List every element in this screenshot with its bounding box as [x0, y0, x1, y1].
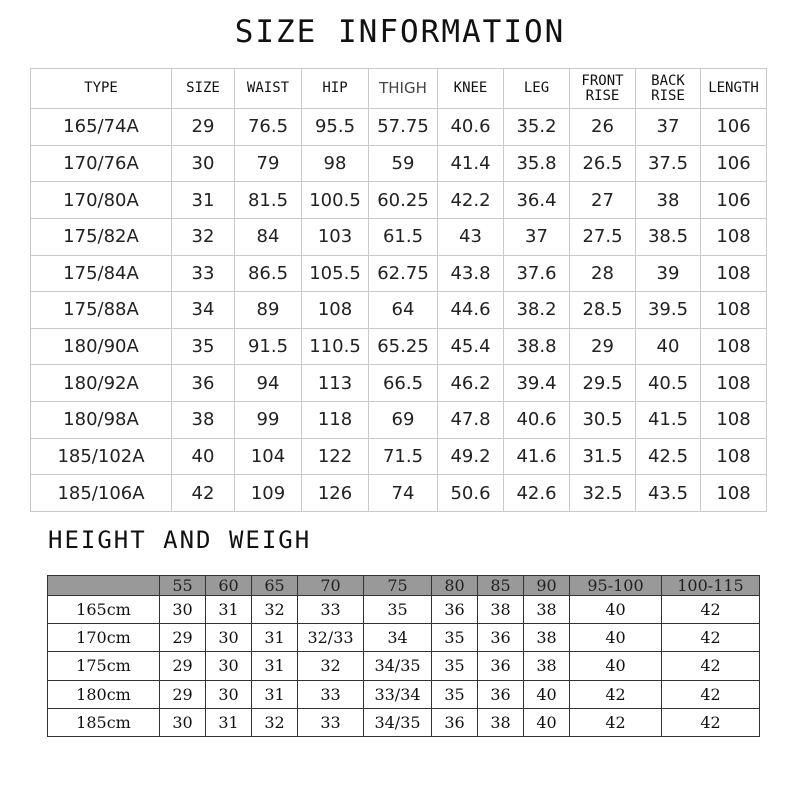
table-cell: 175/84A	[31, 255, 172, 292]
table-cell: 113	[302, 365, 369, 402]
table-cell: 40	[172, 438, 235, 475]
table-cell: 33	[298, 708, 364, 736]
table-cell: 180/98A	[31, 402, 172, 439]
table-cell: 49.2	[438, 438, 504, 475]
table-cell: 100.5	[302, 182, 369, 219]
table-cell: 31	[206, 596, 252, 624]
table-cell: 39.5	[636, 292, 701, 329]
table-cell: 165cm	[48, 596, 160, 624]
table-cell: 81.5	[235, 182, 302, 219]
table-cell: 40	[524, 708, 570, 736]
table-cell: 108	[701, 292, 767, 329]
table-cell: 28	[570, 255, 636, 292]
table-cell: 40.5	[636, 365, 701, 402]
table-row	[48, 680, 760, 708]
weight-header-cell	[48, 576, 160, 596]
table-cell: 41.5	[636, 402, 701, 439]
table-cell: 32/33	[298, 624, 364, 652]
table-cell: 47.8	[438, 402, 504, 439]
table-cell: 37.6	[504, 255, 570, 292]
table-cell: 36	[172, 365, 235, 402]
table-cell: 32	[298, 652, 364, 680]
table-cell: 91.5	[235, 328, 302, 365]
table-row	[31, 145, 767, 182]
table-cell: 66.5	[369, 365, 438, 402]
table-cell: 39.4	[504, 365, 570, 402]
table-row	[48, 652, 760, 680]
table-cell: 26	[570, 109, 636, 146]
table-cell: 104	[235, 438, 302, 475]
table-cell: 33	[298, 596, 364, 624]
table-cell: 43.5	[636, 475, 701, 512]
table-cell: 180/90A	[31, 328, 172, 365]
table-row	[48, 596, 760, 624]
table-cell: 64	[369, 292, 438, 329]
table-cell: 42	[172, 475, 235, 512]
table-cell: 108	[701, 255, 767, 292]
table-cell: 35	[432, 624, 478, 652]
table-cell: 31	[206, 708, 252, 736]
table-cell: 29.5	[570, 365, 636, 402]
table-cell: 29	[160, 680, 206, 708]
header-thigh: THIGH	[369, 69, 438, 109]
weight-header-cell: 70	[298, 576, 364, 596]
table-cell: 33/34	[364, 680, 432, 708]
header-waist: WAIST	[235, 69, 302, 109]
table-cell: 39	[636, 255, 701, 292]
table-cell: 37	[504, 218, 570, 255]
table-cell: 65.25	[369, 328, 438, 365]
header-front-rise-line1: FRONT	[581, 72, 624, 89]
table-row	[31, 218, 767, 255]
table-cell: 34	[364, 624, 432, 652]
table-cell: 42	[662, 708, 760, 736]
table-cell: 62.75	[369, 255, 438, 292]
table-cell: 32	[172, 218, 235, 255]
table-cell: 30	[160, 708, 206, 736]
table-cell: 29	[570, 328, 636, 365]
height-weight-header-row	[48, 576, 760, 596]
table-cell: 42	[662, 680, 760, 708]
table-row	[31, 438, 767, 475]
table-cell: 37	[636, 109, 701, 146]
table-row	[31, 365, 767, 402]
header-front-rise	[570, 69, 636, 109]
size-table-body	[31, 109, 767, 512]
header-length: LENGTH	[701, 69, 767, 109]
table-cell: 108	[701, 365, 767, 402]
table-cell: 170/76A	[31, 145, 172, 182]
table-cell: 57.75	[369, 109, 438, 146]
table-cell: 42	[662, 596, 760, 624]
table-cell: 42.6	[504, 475, 570, 512]
table-cell: 38	[172, 402, 235, 439]
table-cell: 74	[369, 475, 438, 512]
table-cell: 108	[701, 328, 767, 365]
table-cell: 31	[172, 182, 235, 219]
weight-header-cell: 90	[524, 576, 570, 596]
table-cell: 32.5	[570, 475, 636, 512]
table-cell: 31	[252, 624, 298, 652]
table-cell: 31.5	[570, 438, 636, 475]
table-cell: 35	[364, 596, 432, 624]
table-cell: 44.6	[438, 292, 504, 329]
table-cell: 45.4	[438, 328, 504, 365]
table-cell: 42	[570, 680, 662, 708]
table-cell: 35	[172, 328, 235, 365]
table-cell: 105.5	[302, 255, 369, 292]
table-cell: 35	[432, 680, 478, 708]
table-cell: 33	[298, 680, 364, 708]
table-cell: 122	[302, 438, 369, 475]
table-row	[48, 708, 760, 736]
table-cell: 106	[701, 145, 767, 182]
table-cell: 69	[369, 402, 438, 439]
table-cell: 94	[235, 365, 302, 402]
table-cell: 38.5	[636, 218, 701, 255]
table-cell: 71.5	[369, 438, 438, 475]
table-cell: 103	[302, 218, 369, 255]
height-weight-table	[47, 575, 760, 737]
table-cell: 31	[252, 652, 298, 680]
table-cell: 108	[701, 438, 767, 475]
table-cell: 35.2	[504, 109, 570, 146]
table-cell: 126	[302, 475, 369, 512]
weight-header-cell: 80	[432, 576, 478, 596]
table-cell: 38	[478, 596, 524, 624]
section-title: HEIGHT AND WEIGH	[48, 526, 312, 554]
table-row	[31, 475, 767, 512]
table-cell: 79	[235, 145, 302, 182]
table-cell: 98	[302, 145, 369, 182]
table-cell: 27	[570, 182, 636, 219]
table-cell: 35	[432, 652, 478, 680]
table-cell: 108	[701, 402, 767, 439]
table-cell: 40.6	[504, 402, 570, 439]
table-cell: 46.2	[438, 365, 504, 402]
page-title: SIZE INFORMATION	[234, 14, 566, 50]
table-cell: 36	[432, 708, 478, 736]
table-cell: 30	[172, 145, 235, 182]
table-cell: 165/74A	[31, 109, 172, 146]
weight-header-cell: 65	[252, 576, 298, 596]
table-row	[31, 402, 767, 439]
header-knee: KNEE	[438, 69, 504, 109]
table-cell: 40.6	[438, 109, 504, 146]
table-cell: 89	[235, 292, 302, 329]
table-cell: 61.5	[369, 218, 438, 255]
table-cell: 40	[570, 652, 662, 680]
table-cell: 38	[478, 708, 524, 736]
table-cell: 36	[478, 624, 524, 652]
weight-header-cell: 55	[160, 576, 206, 596]
table-cell: 28.5	[570, 292, 636, 329]
table-cell: 38.8	[504, 328, 570, 365]
table-cell: 30	[206, 652, 252, 680]
table-cell: 86.5	[235, 255, 302, 292]
weight-header-cell: 95-100	[570, 576, 662, 596]
table-cell: 29	[160, 652, 206, 680]
table-cell: 36.4	[504, 182, 570, 219]
table-cell: 110.5	[302, 328, 369, 365]
header-type: TYPE	[31, 69, 172, 109]
table-row	[31, 255, 767, 292]
table-cell: 42	[662, 624, 760, 652]
table-cell: 170/80A	[31, 182, 172, 219]
table-cell: 30	[160, 596, 206, 624]
table-cell: 180/92A	[31, 365, 172, 402]
table-cell: 109	[235, 475, 302, 512]
table-cell: 43.8	[438, 255, 504, 292]
weight-header-cell: 100-115	[662, 576, 760, 596]
table-cell: 99	[235, 402, 302, 439]
table-cell: 59	[369, 145, 438, 182]
table-cell: 76.5	[235, 109, 302, 146]
size-table-header-row	[31, 69, 767, 109]
table-cell: 38.2	[504, 292, 570, 329]
table-cell: 38	[524, 652, 570, 680]
table-row	[31, 182, 767, 219]
table-row	[31, 292, 767, 329]
height-weight-table-body	[48, 596, 760, 737]
table-cell: 40	[524, 680, 570, 708]
table-cell: 29	[172, 109, 235, 146]
table-cell: 185/106A	[31, 475, 172, 512]
header-hip: HIP	[302, 69, 369, 109]
header-back-rise	[636, 69, 701, 109]
table-cell: 40	[636, 328, 701, 365]
table-cell: 84	[235, 218, 302, 255]
table-cell: 30.5	[570, 402, 636, 439]
table-cell: 43	[438, 218, 504, 255]
table-cell: 175/88A	[31, 292, 172, 329]
table-cell: 29	[160, 624, 206, 652]
table-cell: 106	[701, 109, 767, 146]
table-cell: 185cm	[48, 708, 160, 736]
table-cell: 32	[252, 708, 298, 736]
table-cell: 41.6	[504, 438, 570, 475]
table-cell: 30	[206, 624, 252, 652]
table-cell: 50.6	[438, 475, 504, 512]
table-cell: 33	[172, 255, 235, 292]
table-cell: 170cm	[48, 624, 160, 652]
table-cell: 26.5	[570, 145, 636, 182]
table-cell: 34/35	[364, 708, 432, 736]
table-cell: 34	[172, 292, 235, 329]
table-cell: 42	[662, 652, 760, 680]
weight-header-cell: 75	[364, 576, 432, 596]
table-cell: 36	[478, 680, 524, 708]
table-cell: 40	[570, 596, 662, 624]
table-cell: 40	[570, 624, 662, 652]
table-cell: 60.25	[369, 182, 438, 219]
size-information-table	[30, 68, 767, 512]
table-cell: 175cm	[48, 652, 160, 680]
table-cell: 41.4	[438, 145, 504, 182]
table-cell: 42.2	[438, 182, 504, 219]
table-cell: 37.5	[636, 145, 701, 182]
table-cell: 34/35	[364, 652, 432, 680]
header-front-rise-line2: RISE	[585, 87, 620, 104]
table-cell: 118	[302, 402, 369, 439]
header-back-rise-line1: BACK	[651, 72, 685, 89]
table-cell: 38	[524, 624, 570, 652]
table-cell: 31	[252, 680, 298, 708]
weight-header-cell: 85	[478, 576, 524, 596]
table-cell: 95.5	[302, 109, 369, 146]
header-size: SIZE	[172, 69, 235, 109]
table-cell: 36	[432, 596, 478, 624]
table-cell: 42.5	[636, 438, 701, 475]
table-row	[48, 624, 760, 652]
table-cell: 108	[701, 218, 767, 255]
table-cell: 180cm	[48, 680, 160, 708]
table-cell: 36	[478, 652, 524, 680]
table-cell: 108	[701, 475, 767, 512]
table-cell: 175/82A	[31, 218, 172, 255]
table-cell: 38	[524, 596, 570, 624]
table-cell: 185/102A	[31, 438, 172, 475]
table-cell: 42	[570, 708, 662, 736]
table-row	[31, 328, 767, 365]
table-row	[31, 109, 767, 146]
table-cell: 106	[701, 182, 767, 219]
table-cell: 32	[252, 596, 298, 624]
table-cell: 30	[206, 680, 252, 708]
header-back-rise-line2: RISE	[651, 87, 685, 104]
table-cell: 35.8	[504, 145, 570, 182]
header-leg: LEG	[504, 69, 570, 109]
table-cell: 38	[636, 182, 701, 219]
table-cell: 108	[302, 292, 369, 329]
weight-header-cell: 60	[206, 576, 252, 596]
table-cell: 27.5	[570, 218, 636, 255]
